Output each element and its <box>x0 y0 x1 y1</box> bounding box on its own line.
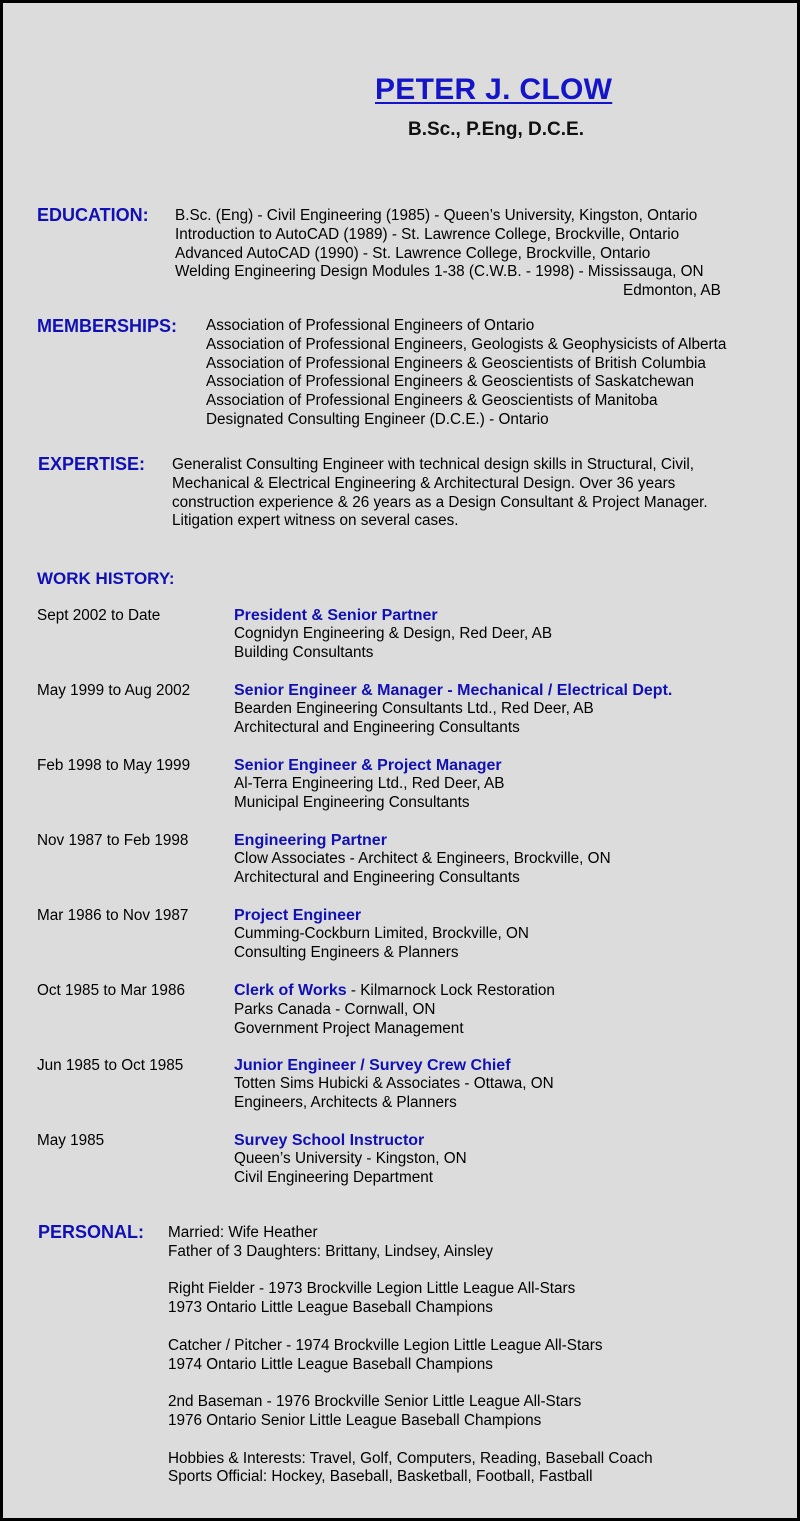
personal-line: 1976 Ontario Senior Little League Baseball Champions <box>168 1411 542 1429</box>
job-title: Senior Engineer & Project Manager <box>234 757 502 774</box>
job-details <box>234 756 504 813</box>
personal-line: Hobbies & Interests: Travel, Golf, Computers, Reading, Baseball Coach <box>168 1449 653 1467</box>
job-dates: Jun 1985 to Oct 1985 <box>37 1057 184 1074</box>
education-line: Welding Engineering Design Modules 1-38 (C.W.B. - 1998) - Mississauga, ON <box>175 263 704 281</box>
personal-line: Catcher / Pitcher - 1974 Brockville Legion Little League All-Stars <box>168 1336 603 1354</box>
membership-line: Association of Professional Engineers of Ontario <box>206 317 535 334</box>
expertise-line: Litigation expert witness on several cases. <box>172 512 459 530</box>
personal-line: 2nd Baseman - 1976 Brockville Senior Little League All-Stars <box>168 1393 582 1411</box>
job-company: Queen’s University - Kingston, ON <box>234 1150 467 1167</box>
memberships-list <box>206 317 726 430</box>
job-company: Cognidyn Engineering & Design, Red Deer, AB <box>234 625 553 642</box>
job-title-suffix: - Kilmarnock Lock Restoration <box>346 982 555 999</box>
job-company: Totten Sims Hubicki & Associates - Ottawa, ON <box>234 1075 554 1092</box>
personal-list <box>168 1224 653 1487</box>
job-dates: Nov 1987 to Feb 1998 <box>37 832 189 849</box>
expertise-line: construction experience & 26 years as a Design Consultant & Project Manager. <box>172 493 708 511</box>
job-details <box>234 1056 554 1113</box>
expertise-heading: EXPERTISE: <box>38 454 146 474</box>
job-dates: Oct 1985 to Mar 1986 <box>37 982 185 999</box>
education-heading: EDUCATION: <box>37 205 149 225</box>
job-description: Architectural and Engineering Consultants <box>234 868 520 886</box>
work-history-heading: WORK HISTORY: <box>37 569 175 588</box>
memberships-heading: MEMBERSHIPS: <box>37 316 178 336</box>
job-title: Survey School Instructor <box>234 1132 425 1149</box>
job-dates: May 1985 <box>37 1132 105 1149</box>
education-line-location: Edmonton, AB <box>623 282 721 300</box>
membership-line: Association of Professional Engineers & Geoscientists of Saskatchewan <box>206 373 695 391</box>
job-title: President & Senior Partner <box>234 607 438 624</box>
resume-page <box>3 3 797 1518</box>
job-title: Engineering Partner <box>234 832 387 849</box>
job-title: Junior Engineer / Survey Crew Chief <box>234 1057 511 1074</box>
expertise-text <box>172 456 708 531</box>
personal-heading: PERSONAL: <box>38 1222 145 1242</box>
expertise-line: Generalist Consulting Engineer with technical design skills in Structural, Civil, <box>172 456 695 473</box>
job-dates: Sept 2002 to Date <box>37 607 161 624</box>
personal-line: Father of 3 Daughters: Brittany, Lindsey, Ainsley <box>168 1242 494 1260</box>
job-dates: Mar 1986 to Nov 1987 <box>37 907 189 924</box>
personal-line: 1973 Ontario Little League Baseball Champions <box>168 1299 493 1317</box>
membership-line: Association of Professional Engineers, Geologists & Geophysicists of Alberta <box>206 335 727 353</box>
education-line: B.Sc. (Eng) - Civil Engineering (1985) - Queen’s University, Kingston, Ontario <box>175 207 698 224</box>
job-company: Bearden Engineering Consultants Ltd., Red Deer, AB <box>234 700 594 717</box>
job-dates: May 1999 to Aug 2002 <box>37 682 191 699</box>
resume-credentials: B.Sc., P.Eng, D.C.E. <box>408 119 584 140</box>
education-line: Introduction to AutoCAD (1989) - St. Lawrence College, Brockville, Ontario <box>175 225 680 243</box>
personal-line: Sports Official: Hockey, Baseball, Basketball, Football, Fastball <box>168 1468 593 1486</box>
job-details <box>234 1131 467 1188</box>
job-title: Project Engineer <box>234 907 362 924</box>
personal-line: 1974 Ontario Little League Baseball Champions <box>168 1355 493 1373</box>
job-company: Parks Canada - Cornwall, ON <box>234 1000 436 1018</box>
job-description: Consulting Engineers & Planners <box>234 943 459 961</box>
job-title: Clerk of Works <box>234 982 347 999</box>
job-title: Senior Engineer & Manager - Mechanical / Electrical Dept. <box>234 682 673 699</box>
job-description: Architectural and Engineering Consultants <box>234 718 520 736</box>
job-description: Government Project Management <box>234 1019 464 1037</box>
personal-line: Married: Wife Heather <box>168 1224 318 1241</box>
job-company: Clow Associates - Architect & Engineers, Brockville, ON <box>234 850 611 867</box>
job-description: Engineers, Architects & Planners <box>234 1093 457 1111</box>
job-details <box>234 981 555 1038</box>
job-company: Cumming-Cockburn Limited, Brockville, ON <box>234 925 529 942</box>
job-dates: Feb 1998 to May 1999 <box>37 757 191 774</box>
education-line: Advanced AutoCAD (1990) - St. Lawrence College, Brockville, Ontario <box>175 244 651 262</box>
membership-line: Designated Consulting Engineer (D.C.E.) - Ontario <box>206 410 549 428</box>
job-description: Civil Engineering Department <box>234 1168 433 1186</box>
personal-line: Right Fielder - 1973 Brockville Legion Little League All-Stars <box>168 1280 576 1298</box>
membership-line: Association of Professional Engineers & Geoscientists of British Columbia <box>206 354 706 372</box>
job-details <box>234 606 552 663</box>
resume-name: PETER J. CLOW <box>375 73 613 106</box>
job-description: Building Consultants <box>234 643 374 661</box>
job-details <box>234 831 611 888</box>
job-details <box>234 906 529 963</box>
job-company: Al-Terra Engineering Ltd., Red Deer, AB <box>234 775 505 792</box>
job-description: Municipal Engineering Consultants <box>234 793 470 811</box>
education-list <box>175 207 721 301</box>
job-details <box>234 681 672 738</box>
expertise-line: Mechanical & Electrical Engineering & Architectural Design. Over 36 years <box>172 474 676 492</box>
membership-line: Association of Professional Engineers & Geoscientists of Manitoba <box>206 392 658 410</box>
